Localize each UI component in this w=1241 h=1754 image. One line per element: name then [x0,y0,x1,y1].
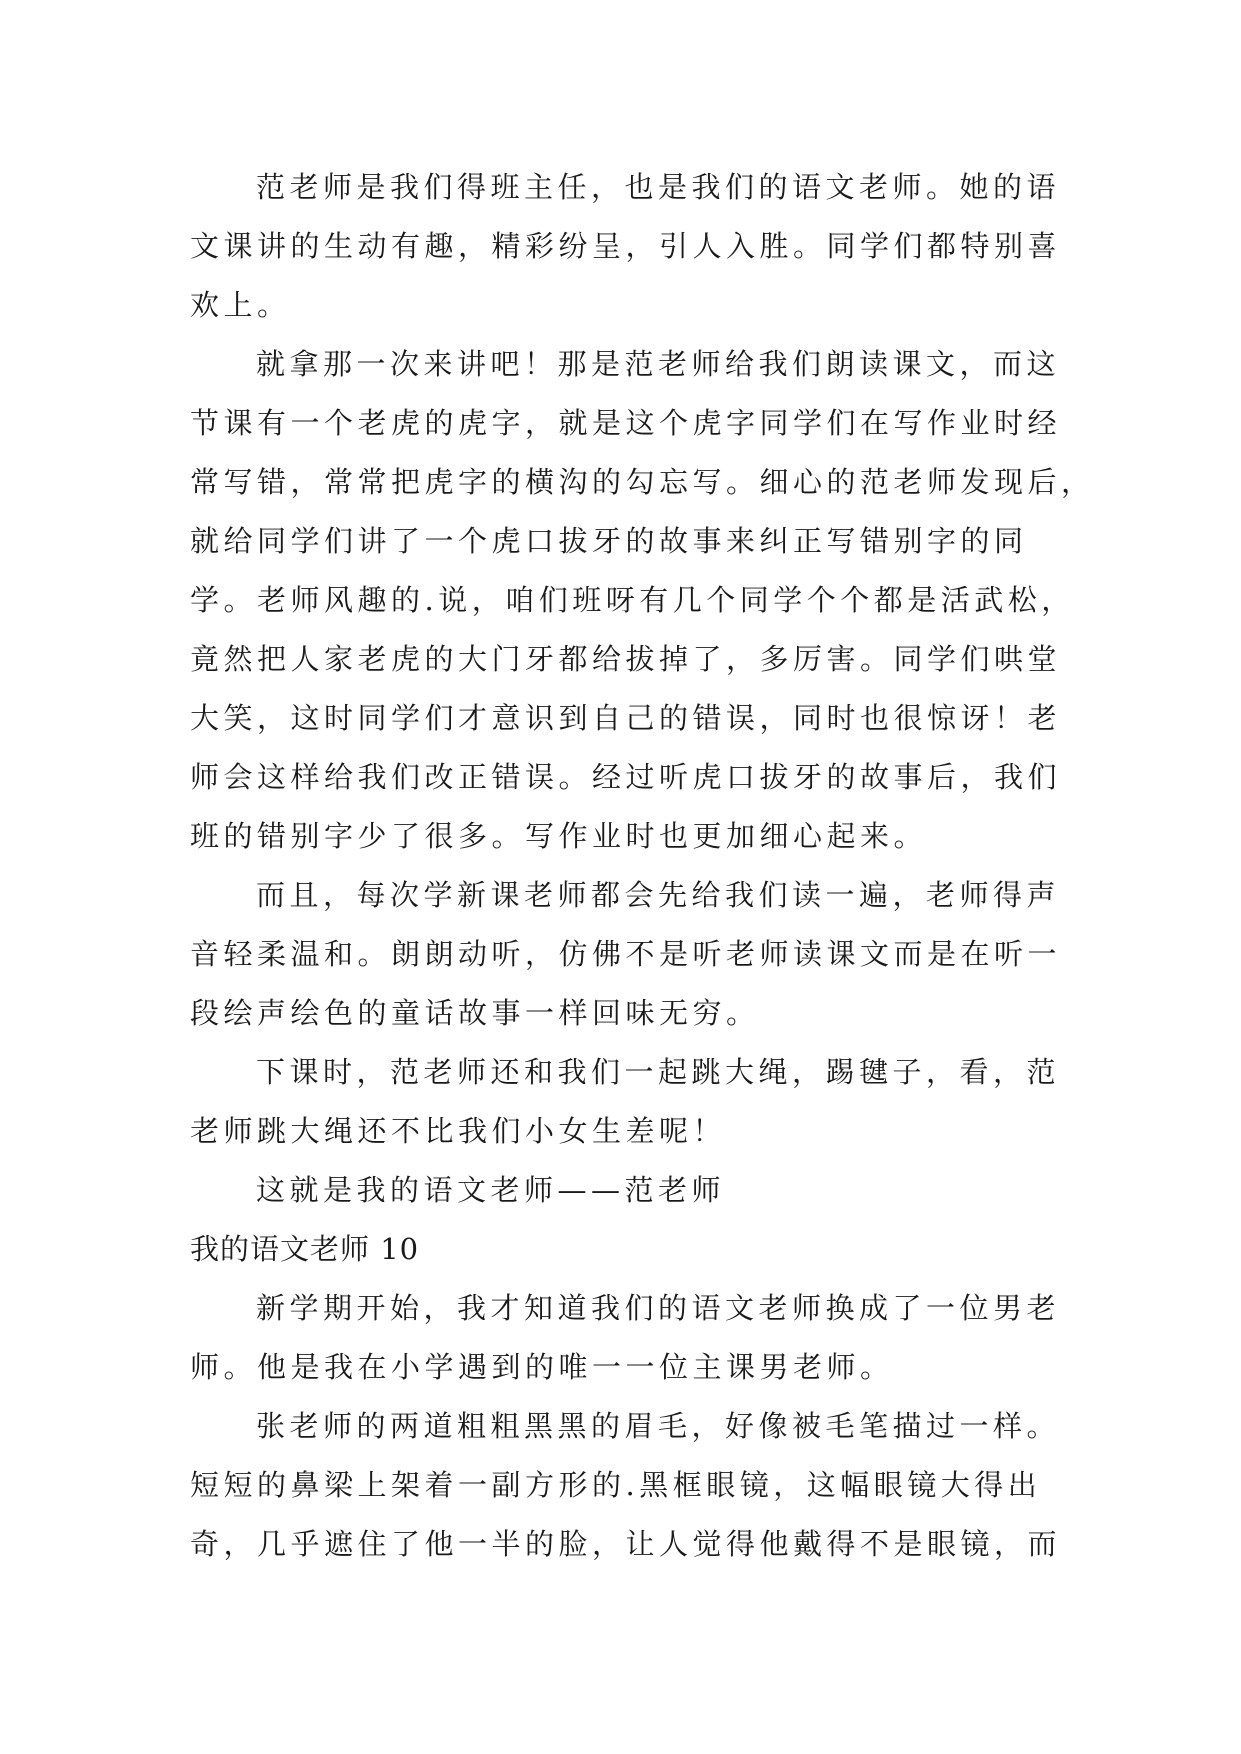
text-line: 张老师的两道粗粗黑黑的眉毛，好像被毛笔描过一样。 [256,1409,1061,1443]
text-line: 师。他是我在小学遇到的唯一一位主课男老师。 [190,1350,894,1384]
section-title: 我的语文老师 10 [190,1232,420,1266]
paragraph [190,158,1062,335]
text-line: 这就是我的语文老师——范老师 [256,1173,726,1207]
text-line: 竟然把人家老虎的大门牙都给拔掉了，多厉害。同学们哄堂 [190,642,1062,676]
text-line: 常写错，常常把虎字的横沟的勾忘写。细心的范老师发现后， [190,465,1095,499]
text-line: 短短的鼻梁上架着一副方形的.黑框眼镜，这幅眼镜大得出 [190,1468,1042,1502]
text-line: 音轻柔温和。朗朗动听，仿佛不是听老师读课文而是在听一 [190,937,1062,971]
text-line: 就给同学们讲了一个虎口拔牙的故事来纠正写错别字的同 [190,524,1028,558]
text-line: 学。老师风趣的.说，咱们班呀有几个同学个个都是活武松， [190,583,1075,617]
text-line: 而且，每次学新课老师都会先给我们读一遍，老师得声 [256,878,1061,912]
text-line: 师会这样给我们改正错误。经过听虎口拔牙的故事后，我们 [190,760,1062,794]
paragraph [190,1161,1050,1220]
document-page [190,158,1095,1574]
paragraph [190,335,1095,866]
text-line: 大笑，这时同学们才意识到自己的错误，同时也很惊讶！老 [190,701,1062,735]
text-line: 奇，几乎遮住了他一半的脸，让人觉得他戴得不是眼镜，而 [190,1527,1062,1561]
paragraph [190,1043,1061,1161]
text-line: 段绘声绘色的童话故事一样回味无穷。 [190,996,760,1030]
text-line: 文课讲的生动有趣，精彩纷呈，引人入胜。同学们都特别喜 [190,229,1062,263]
paragraph [190,1397,1062,1574]
text-line: 节课有一个老虎的虎字，就是这个虎字同学们在写作业时经 [190,406,1062,440]
text-line: 新学期开始，我才知道我们的语文老师换成了一位男老 [256,1291,1061,1325]
text-line: 欢上。 [190,288,291,322]
text-line: 就拿那一次来讲吧！那是范老师给我们朗读课文，而这 [256,347,1061,381]
text-line: 下课时，范老师还和我们一起跳大绳，踢毽子，看，范 [256,1055,1061,1089]
paragraph [190,866,1062,1043]
text-line: 范老师是我们得班主任，也是我们的语文老师。她的语 [256,170,1061,204]
text-line: 班的错别字少了很多。写作业时也更加细心起来。 [190,819,928,853]
text-line: 老师跳大绳还不比我们小女生差呢！ [190,1114,727,1148]
paragraph [190,1279,1061,1397]
